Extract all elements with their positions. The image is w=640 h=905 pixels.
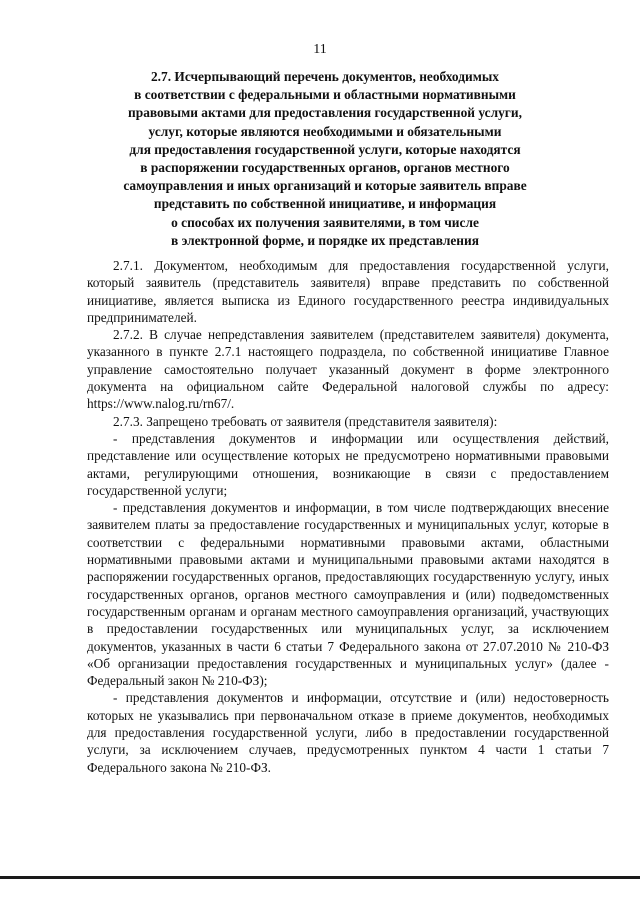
paragraph-2-7-2: 2.7.2. В случае непредставления заявителем (представителем заявителя) документа, указанного в пункте 2.7.1 настоящего подраздела, по собственной инициативе Главное управление самостоятельно получает указанный документ в форме электронного документа на официальном сайте Федеральной налоговой службы по адресу: https://www.nalog.ru/rn67/. [87,327,609,412]
heading-line: в распоряжении государственных органов, органов местного [140,160,510,176]
heading-line: 2.7. Исчерпывающий перечень документов, необходимых [150,69,499,84]
heading-line: для предоставления государственной услуги, которые находятся [129,141,521,157]
document-body [87,257,609,776]
heading-line: представить по собственной инициативе, и информация [153,196,497,212]
heading-line: в соответствии с федеральными и областными нормативными [134,87,516,103]
heading-line: правовыми актами для предоставления государственной услуги, [128,105,522,121]
list-item: - представления документов и информации, отсутствие и (или) недостоверность которых не указывались при первоначальном отказе в приеме документов, необходимых для предоставления государственной услуги, либо в предоставлении государственной услуги, за исключением случаев, предусмотренных пунктом 4 части 1 статьи 7 Федерального закона № 210-ФЗ. [87,690,609,775]
bottom-border-rule [0,876,640,879]
heading-line: услуг, которые являются необходимыми и обязательными [148,123,502,139]
section-heading [90,68,560,250]
paragraph-2-7-3: 2.7.3. Запрещено требовать от заявителя (представителя заявителя): [113,413,498,429]
list-item: - представления документов и информации или осуществления действий, представление или осуществление которых не предусмотрено нормативными правовыми актами, регулирующими отношения, возникающие в связи с предоставлением государственной услуги; [87,430,609,498]
heading-line: о способах их получения заявителями, в том числе [171,214,479,230]
page-number: 11 [313,42,327,57]
heading-line: в электронной форме, и порядке их представления [171,232,479,248]
paragraph-2-7-1: 2.7.1. Документом, необходимым для предоставления государственной услуги, который заявитель (представитель заявителя) вправе представить по собственной инициативе, является выписка из Единого государственного реестра индивидуальных предпринимателей. [87,258,609,325]
heading-line: самоуправления и иных организаций и которые заявитель вправе [123,178,527,194]
list-item: - представления документов и информации, в том числе подтверждающих внесение заявителем платы за предоставление государственных и муниципальных услуг, которые в соответствии с федеральными нормативными правовыми актами, областными нормативными правовыми актами и муниципальными правовыми актами находятся в распоряжении государственных органов, предоставляющих государственную услугу, иных государственных органов, органов местного самоуправления и (или) подведомственных государственным органам и органам местного самоуправления организаций, участвующих в предоставлении государственных или муниципальных услуг, за исключением документов, указанных в части 6 статьи 7 Федерального закона от 27.07.2010 № 210-ФЗ «Об организации предоставления государственных и муниципальных услуг» (далее - Федеральный закон № 210-ФЗ); [87,500,609,689]
